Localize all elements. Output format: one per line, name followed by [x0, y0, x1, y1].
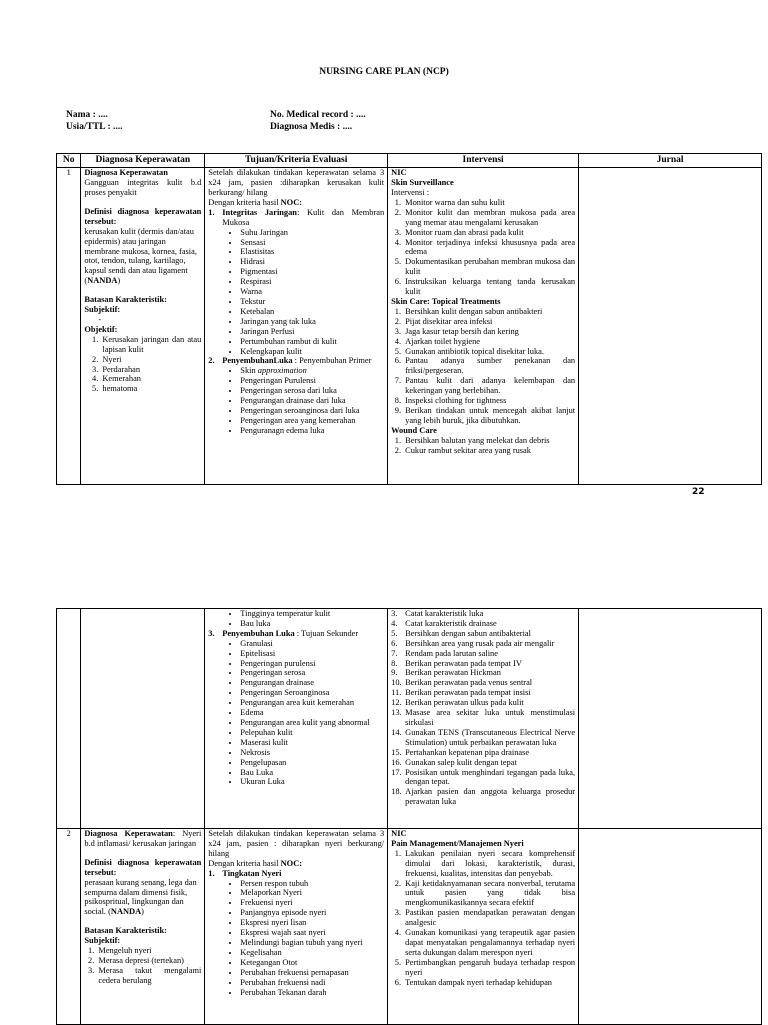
list-item: 11. Berikan perawatan pada tempat insisi — [391, 688, 531, 698]
list-item: • Pertumbuhan rambut di kulit — [240, 337, 384, 347]
list-item: 6. Instruksikan keluarga tentang tanda kerusakan kulit — [403, 277, 575, 297]
diagnosa-heading: Diagnosa Keperawatan — [84, 168, 168, 178]
list-item: • Ekspresi nyeri lisan — [240, 918, 384, 928]
list-item: • Skin approximation — [240, 366, 384, 376]
list-item: 15. Pertahankan kepatenan pipa drainase — [391, 747, 530, 757]
nic-label: NIC — [391, 168, 407, 178]
col-header-jurnal: Jurnal — [579, 154, 762, 168]
list-item: • Perubahan frekuensi nadi — [240, 978, 384, 988]
patient-name: Nama : .... — [66, 110, 108, 120]
col-header-diagnosa: Diagnosa Keperawatan — [81, 154, 205, 168]
list-item: • Pengelupasan — [240, 758, 384, 768]
list-item: 5. Pertimbangkan pengaruh budaya terhadap respon nyeri — [403, 958, 575, 978]
list-item: 2. Pijat disekitar area infeksi — [403, 317, 575, 327]
list-item: • Pengeringan Seroanginosa — [240, 688, 384, 698]
noc-section-1: 1. Integritas Jaringan: Kulit dan Membran Mukosa — [208, 207, 385, 227]
wound-care-heading: Wound Care — [391, 425, 437, 435]
list-item: 4. Catat karakteristik drainase — [391, 618, 497, 628]
list-item: • Pengeringan purulensi — [240, 659, 384, 669]
list-item: 6. Tentukan dampak nyeri terhadap kehidupan — [403, 978, 575, 988]
list-item: • Melindungi bagian tubuh yang nyeri — [240, 938, 384, 948]
list-item: 9. Berikan tindakan untuk mencegah akibat lanjut yang lebih buruk, jika dibutuhkan. — [403, 406, 575, 426]
list-item: • Pengeringan seroanginosa dari luka — [240, 406, 384, 416]
list-item: • Suhu Jaringan — [240, 228, 384, 238]
pain-management-heading: Pain Management/Manajemen Nyeri — [391, 838, 524, 848]
list-item: 1. Bersihkan kulit dengan sabun antibakteri — [403, 307, 575, 317]
list-item: • Ekspresi wajah saat nyeri — [240, 928, 384, 938]
objektif-heading: Objektif: — [84, 324, 118, 334]
care-plan-table-page-1 — [56, 153, 762, 485]
list-item: • Warna — [240, 287, 384, 297]
list-item: • Respirasi — [240, 277, 384, 287]
list-item: 3. Catat karakteristik luka — [391, 609, 484, 618]
list-item: 3. Monitor ruam dan abrasi pada kulit — [403, 228, 575, 238]
patient-info-right — [270, 109, 366, 134]
list-item: 18. Ajarkan pasien dan anggota keluarga prosedur perawatan luka — [391, 787, 576, 807]
list-item: 12. Berikan perawatan ulkus pada kulit — [391, 698, 524, 708]
objektif-list — [84, 335, 201, 394]
list-item: 6. Pantau adanya sumber penekanan dan friksi/pergeseran. — [403, 356, 575, 376]
row-number: 2 — [57, 829, 81, 1025]
page-number: 22 — [692, 487, 705, 497]
list-item: 1. Lakukan penilaian nyeri secara komprehensif dimulai dari lokasi, karakteristik, durasi, frekuensi, kualitas, intensitas dan penyebab. — [403, 849, 575, 879]
list-item: • Pelepuhan kulit — [240, 728, 384, 738]
kriteria-hasil: Dengan kriteria hasil NOC: — [208, 858, 303, 868]
list-item: • Ketegangan Otot — [240, 958, 384, 968]
wound-care-list — [391, 436, 575, 456]
noc-1-list — [208, 879, 384, 998]
list-item: • Sensasi — [240, 238, 384, 248]
subjektif-heading: Subjektif: — [84, 305, 121, 315]
list-item: 2. Kaji ketidaknyamanan secara nonverbal, terutama untuk pasien yang tidak bisa mengkomunikasikannya secara efektif — [403, 879, 575, 909]
list-item: 1. Bersihkan balutan yang melekat dan debris — [403, 436, 575, 446]
list-item: 2. Monitor kulit dan membran mukosa pada area yang memar atau mengalami kerusakan — [403, 208, 575, 228]
list-item: • Pengeringan Purulensi — [240, 376, 384, 386]
list-item: • Kelengkapan kulit — [240, 347, 384, 357]
intervensi-cell — [388, 609, 579, 829]
list-item: • Penguranagn edema luka — [240, 426, 384, 436]
list-item: 5. hematoma — [100, 384, 201, 394]
subjektif-list — [84, 946, 201, 986]
list-item: • Perubahan frekuensi pernapasan — [240, 968, 384, 978]
list-item: • Panjangnya episode nyeri — [240, 908, 384, 918]
list-item: 2. Nyeri — [100, 355, 201, 365]
list-item: 5. Bersihkan dengan sabun antibakterial — [391, 628, 531, 638]
list-item: • Tingginya temperatur kulit — [240, 609, 384, 619]
list-item: • Persen respon tubuh — [240, 879, 384, 889]
list-item: • Ukuran Luka — [240, 777, 384, 787]
tujuan-cell — [205, 168, 388, 485]
list-item: 1. Kerusakan jaringan dan atau lapisan kulit — [100, 335, 201, 355]
noc-2-list — [208, 366, 384, 435]
list-item: • Pengurangan area kulit yang abnormal — [240, 718, 384, 728]
list-item: • Melaporkan Nyeri — [240, 888, 384, 898]
list-item: 13. Masase area sekitar luka untuk menstimulasi sirkulasi — [391, 708, 576, 727]
jurnal-cell — [579, 609, 762, 829]
noc-2-list-continued — [208, 609, 384, 629]
topical-heading: Skin Care: Topical Treatments — [391, 296, 501, 306]
list-item: 4. Monitor terjadinya infeksi khususnya pada area edema — [403, 238, 575, 258]
nic-label: NIC — [391, 829, 407, 838]
intervensi-cell — [388, 168, 579, 485]
pain-management-list — [391, 849, 575, 988]
col-header-intervensi: Intervensi — [388, 154, 579, 168]
definisi-heading: Definisi diagnosa keperawatan tersebut: — [84, 206, 202, 226]
list-item: • Perubahan Tekanan darah — [240, 988, 384, 998]
list-item: • Jaringan Perfusi — [240, 327, 384, 337]
patient-age-dob: Usia/TTL : .... — [66, 122, 123, 133]
diagnosa-text: Diagnosa Keperawatan: Nyeri b.d inflamasi/ kerusakan jaringan — [84, 829, 202, 848]
list-item: • Bau Luka — [240, 768, 384, 778]
list-item: 10. Berikan perawatan pada venus sentral — [391, 678, 533, 688]
list-item: 3. Merasa takut mengalami cedera berulang — [96, 966, 201, 986]
list-item: 1. Mengeluh nyeri — [96, 946, 201, 956]
list-item: • Kegelisahan — [240, 948, 384, 958]
surveillance-list — [391, 198, 575, 297]
noc-section-2: 2. PenyembuhanLuka : Penyembuhan Primer — [208, 356, 372, 366]
list-item: 4. Ajarkan toilet hygiene — [403, 337, 575, 347]
list-item: 17. Posisikan untuk menghindari tegangan pada luka, dengan tepat. — [391, 767, 576, 787]
list-item: • Ketebalan — [240, 307, 384, 317]
document-title: NURSING CARE PLAN (NCP) — [319, 67, 449, 77]
skin-surveillance-heading: Skin Surveillance — [391, 178, 454, 188]
table-row — [57, 829, 762, 1025]
diagnosa-cell — [81, 609, 205, 829]
list-item: • Pigmentasi — [240, 267, 384, 277]
noc-1-list — [208, 228, 384, 357]
list-item: • Pengeringan serosa dari luka — [240, 386, 384, 396]
list-item: 3. Perdarahan — [100, 365, 201, 375]
noc-3-list — [208, 639, 384, 788]
list-item: 9. Berikan perawatan Hickman — [391, 668, 501, 678]
intervensi-label: Intervensi : — [391, 188, 430, 198]
list-item: 2. Merasa depresi (tertekan) — [96, 956, 201, 966]
list-item: 8. Inspeksi clothing for tightness — [403, 396, 575, 406]
list-item: • Pengurangan drainase — [240, 678, 384, 688]
patient-info-left — [66, 109, 123, 134]
medical-record-number: No. Medical record : .... — [270, 110, 366, 120]
col-header-no: No — [57, 154, 81, 168]
list-item: 4. Kemerahan — [100, 374, 201, 384]
list-item: 7. Rendam pada larutan saline — [391, 648, 498, 658]
topical-list — [391, 307, 575, 426]
list-item: • Tekstur — [240, 297, 384, 307]
row-number — [57, 609, 81, 829]
list-item: 5. Gunakan antibiotik topical disekitar luka. — [403, 347, 575, 357]
noc-section-1: 1. Tingkatan Nyeri — [208, 868, 282, 878]
list-item: • Edema — [240, 708, 384, 718]
care-plan-table-page-2 — [56, 608, 762, 1025]
jurnal-cell — [579, 168, 762, 485]
list-item: 8. Berikan perawatan pada tempat IV — [391, 658, 522, 668]
list-item: 4. Gunakan komunikasi yang terapeutik agar pasien dapat menyatakan pengalamannya terhadap nyeri serta dukungan dalam merespon nyeri — [403, 928, 575, 958]
table-header-row — [57, 154, 762, 168]
list-item: 14. Gunakan TENS (Transcutaneous Electrical Nerve Stimulation) untuk perbaikan perawatan luka — [391, 727, 576, 747]
list-item: • Epitelisasi — [240, 649, 384, 659]
subjektif-heading: Subjektif: — [84, 936, 121, 946]
medical-diagnosis: Diagnosa Medis : .... — [270, 122, 353, 133]
tujuan-cell — [205, 829, 388, 1025]
list-item: • Pengurangan drainase dari luka — [240, 396, 384, 406]
definisi-text: perasaan kurang senang, lega dan sempurna dalam dimensi fisik, psikospritual, lingkungan dan social. (NANDA) — [84, 877, 197, 917]
list-item: • Maserasi kulit — [240, 738, 384, 748]
noc-section-3: 3. Penyembuhan Luka : Tujuan Sekunder — [208, 628, 359, 638]
diagnosa-text: Gangguan integritas kulit b.d proses penyakit — [84, 178, 202, 198]
definisi-heading: Definisi diagnosa keperawatan tersebut: — [84, 857, 202, 877]
diagnosa-cell — [81, 168, 205, 485]
list-item: 1. Monitor warna dan suhu kulit — [403, 198, 575, 208]
list-item: 7. Pantau kulit dari adanya kelembapan dan kekeringan yang berlebihan. — [403, 376, 575, 396]
tujuan-cell — [205, 609, 388, 829]
list-item: 5. Dokumentasikan perubahan membran mukosa dan kulit — [403, 257, 575, 277]
list-item: 3. Pastikan pasien mendapatkan perawatan dengan analgesic — [403, 908, 575, 928]
subjektif-dash: - — [98, 314, 102, 324]
tujuan-intro: Setelah dilakukan tindakan keperawatan selama 3 x24 jam, pasien :diharapkan kerusakan kulit berkurang/ hilang — [208, 168, 385, 198]
jurnal-cell — [579, 829, 762, 1025]
list-item: • Granulasi — [240, 639, 384, 649]
list-item: • Jaringan yang tak luka — [240, 317, 384, 327]
list-item: • Pengurangan area kuit kemerahan — [240, 698, 384, 708]
intervensi-cell — [388, 829, 579, 1025]
diagnosa-cell — [81, 829, 205, 1025]
batasan-heading: Batasan Karakteristik: — [84, 926, 167, 936]
list-item: 3. Jaga kasur tetap bersih dan kering — [403, 327, 575, 337]
col-header-tujuan: Tujuan/Kriteria Evaluasi — [205, 154, 388, 168]
definisi-text: kerusakan kulit (dermis dan/atau epidermis) atau jaringan membrane mukosa, kornea, fasia, otot, tendon, tulang, kartilago, kapsul sendi dan atau ligament (NANDA) — [84, 226, 197, 286]
list-item: 16. Gunakan salep kulit dengan tepat — [391, 757, 517, 767]
list-item: • Nekrosis — [240, 748, 384, 758]
list-item: 6. Bersihkan area yang rusak pada air mengalir — [391, 638, 555, 648]
row-number: 1 — [57, 168, 81, 485]
list-item: • Elastisitas — [240, 247, 384, 257]
table-row — [57, 168, 762, 485]
list-item: 2. Cukur rambut sekitar area yang rusak — [403, 446, 575, 456]
batasan-heading: Batasan Karakteristik: — [84, 295, 167, 305]
list-item: • Frekuensi nyeri — [240, 898, 384, 908]
list-item: • Bau luka — [240, 619, 384, 629]
list-item: • Pengeringan serosa — [240, 668, 384, 678]
list-item: • Hidrasi — [240, 257, 384, 267]
kriteria-hasil: Dengan kriteria hasil NOC: — [208, 197, 303, 207]
tujuan-intro: Setelah dilakukan tindakan keperawatan selama 3 x24 jam, pasien : diharapkan nyeri berkurang/ hilang — [208, 829, 385, 858]
list-item: • Pengeringan area yang kemerahan — [240, 416, 384, 426]
table-row — [57, 609, 762, 829]
